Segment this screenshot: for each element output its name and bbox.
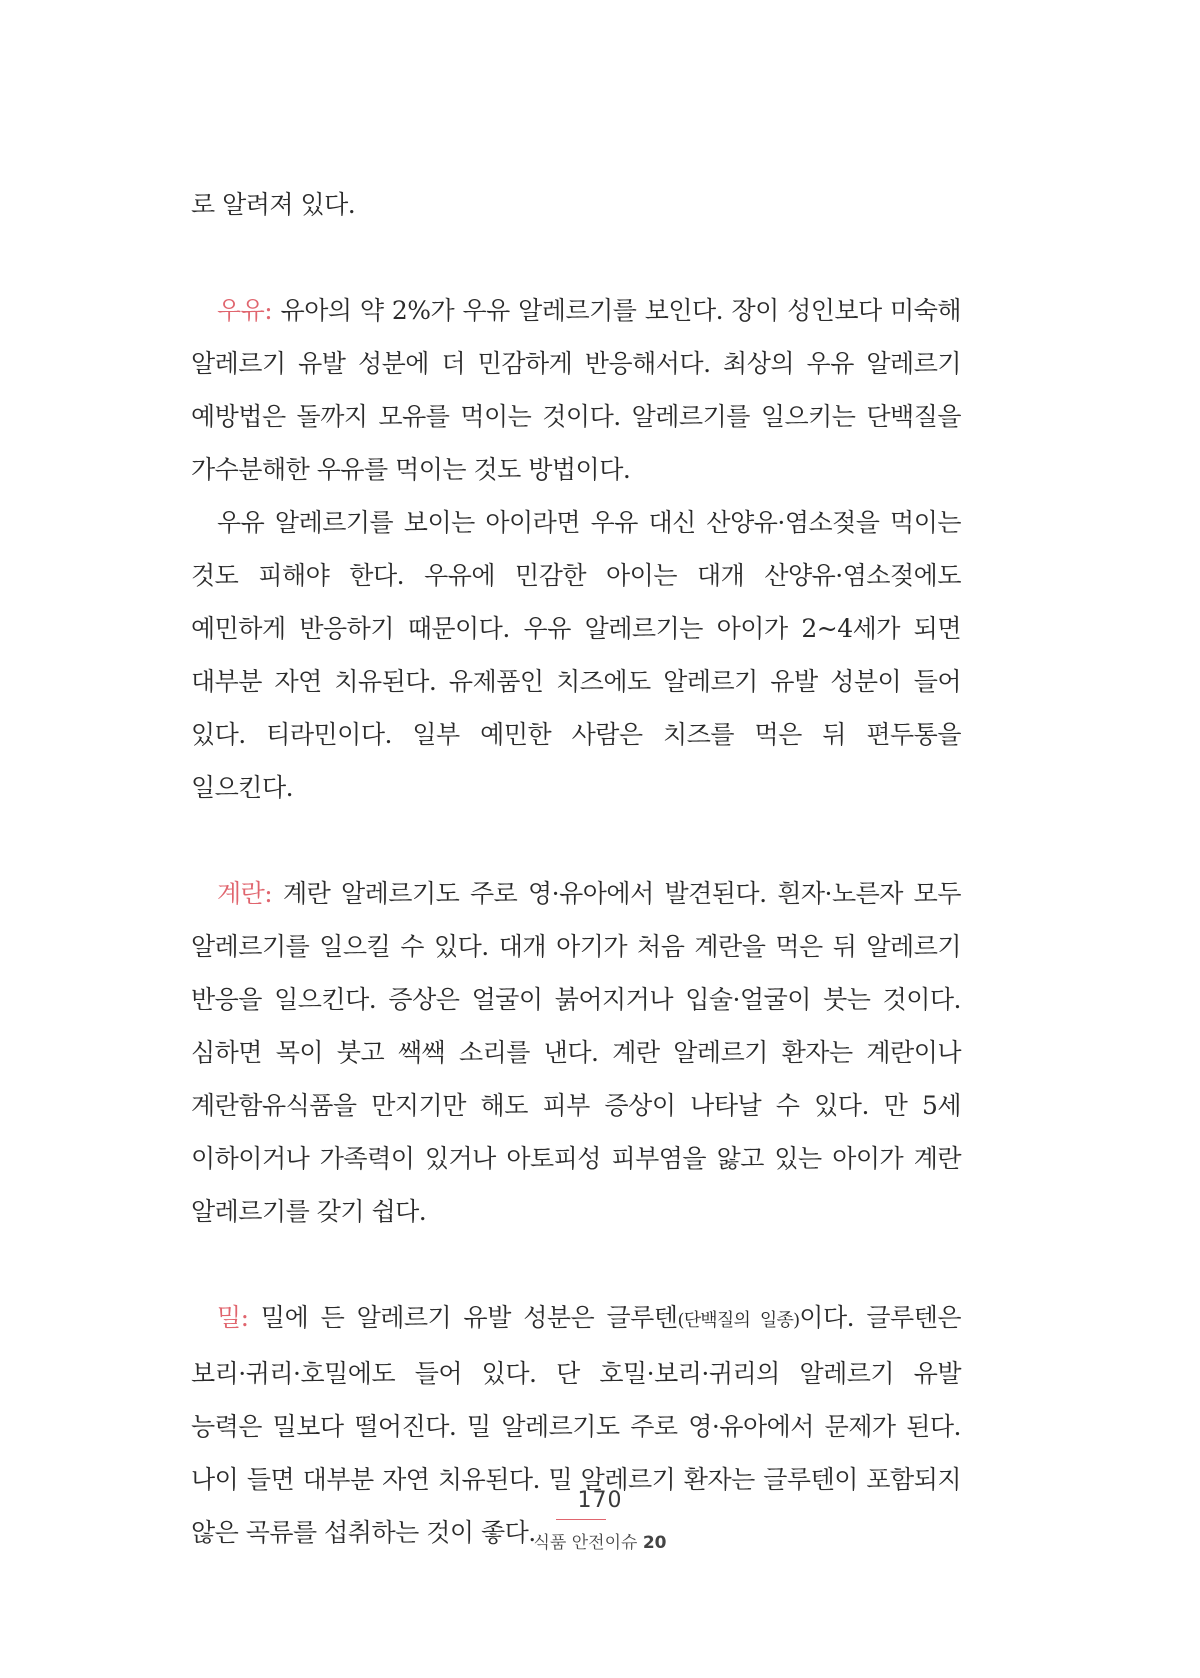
book-title: 식품 안전이슈 <box>533 1533 638 1553</box>
milk-label: 우유: <box>217 296 273 325</box>
milk-text: 유아의 약 2%가 우유 알레르기를 보인다. 장이 성인보다 미숙해 알레르기 유발 성분에 더 민감하게 반응해서다. 최상의 우유 알레르기 예방법은 돌까지 모유를 먹이는 것이다. 알레르기를 일으키는 단백질을 가수분해한 우유를 먹이는 것도 방법이다. <box>191 296 961 484</box>
page-number: 170 <box>577 1488 623 1513</box>
milk-paragraph <box>191 284 961 496</box>
wheat-gluten-note: (단백질의 일종) <box>677 1310 800 1331</box>
wheat-text-before-note: 밀에 든 알레르기 유발 성분은 글루텐 <box>248 1303 678 1332</box>
opening-line: 로 알려져 있다. <box>191 190 356 219</box>
egg-label: 계란: <box>217 879 273 908</box>
egg-paragraph <box>191 867 961 1238</box>
wheat-text-after-note: 이다. 글루텐은 보리·귀리·호밀에도 들어 있다. 단 호밀·보리·귀리의 알레르기 유발 능력은 밀보다 떨어진다. 밀 알레르기도 주로 영·유아에서 문제가 된다. 나이 들면 대부분 자연 치유된다. 밀 알레르기 환자는 글루텐이 포함되지 않은 곡류를 섭취하는 것이 좋다. <box>191 1303 962 1547</box>
wheat-label: 밀: <box>217 1303 249 1332</box>
body-text <box>191 178 961 1559</box>
egg-text: 계란 알레르기도 주로 영·유아에서 발견된다. 흰자·노른자 모두 알레르기를 일으킬 수 있다. 대개 아기가 처음 계란을 먹은 뒤 알레르기 반응을 일으킨다. 증상은 얼굴이 붉어지거나 입술·얼굴이 붓는 것이다. 심하면 목이 붓고 쌕쌕 소리를 낸다. 계란 알레르기 환자는 계란이나 계란함유식품을 만지기만 해도 피부 증상이 나타날 수 있다. 만 5세 이하이거나 가족력이 있거나 아토피성 피부염을 앓고 있는 아이가 계란 알레르기를 갖기 쉽다. <box>191 879 961 1226</box>
volume-number: 20 <box>642 1533 667 1553</box>
milk-paragraph-2: 우유 알레르기를 보이는 아이라면 우유 대신 산양유·염소젖을 먹이는 것도 피해야 한다. 우유에 민감한 아이는 대개 산양유·염소젖에도 예민하게 반응하기 때문이다. 우유 알레르기는 아이가 2~4세가 되면 대부분 자연 치유된다. 유제품인 치즈에도 알레르기 유발 성분이 들어 있다. 티라민이다. 일부 예민한 사람은 치즈를 먹은 뒤 편두통을 일으킨다. <box>191 508 961 802</box>
running-title <box>0 1528 1200 1553</box>
footer-divider <box>556 1519 606 1520</box>
